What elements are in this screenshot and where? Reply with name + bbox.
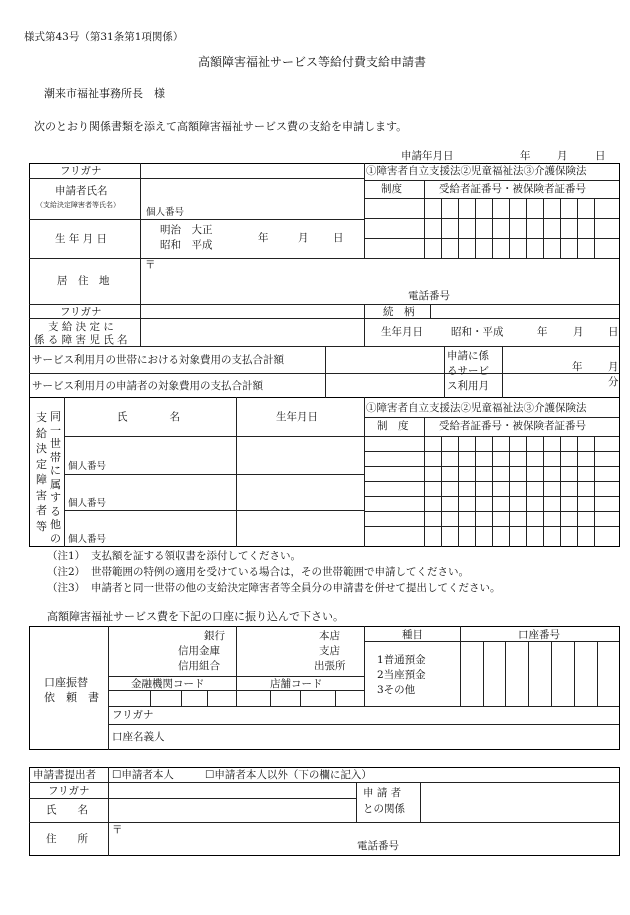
page-title: 高額障害福祉サービス等給付費支給申請書	[198, 55, 427, 69]
address-label: 居 住 地	[57, 275, 110, 287]
bank-intro: 高額障害福祉サービス費を下記の口座に振り込んで下さい。	[47, 610, 344, 623]
birthdate-label: 生 年 月 日	[55, 233, 108, 245]
household-side-label-2: 同一世帯に属する他の	[50, 410, 61, 545]
submitter-other-checkbox[interactable]: ☐申請者本人以外（下の欄に記入）	[205, 769, 372, 781]
applicant-name-label: 申請者氏名	[55, 185, 108, 197]
addressee: 潮来市福祉事務所長 様	[44, 87, 165, 100]
household-side-label-1: 支給決定障害者等	[36, 411, 47, 533]
submitter-self-checkbox[interactable]: ☐申請者本人	[112, 769, 174, 781]
intro-text: 次のとおり関係書類を添えて高額障害福祉サービス費の支給を申請します。	[34, 120, 408, 133]
form-number: 様式第43号（第31条第1項関係）	[24, 31, 184, 43]
